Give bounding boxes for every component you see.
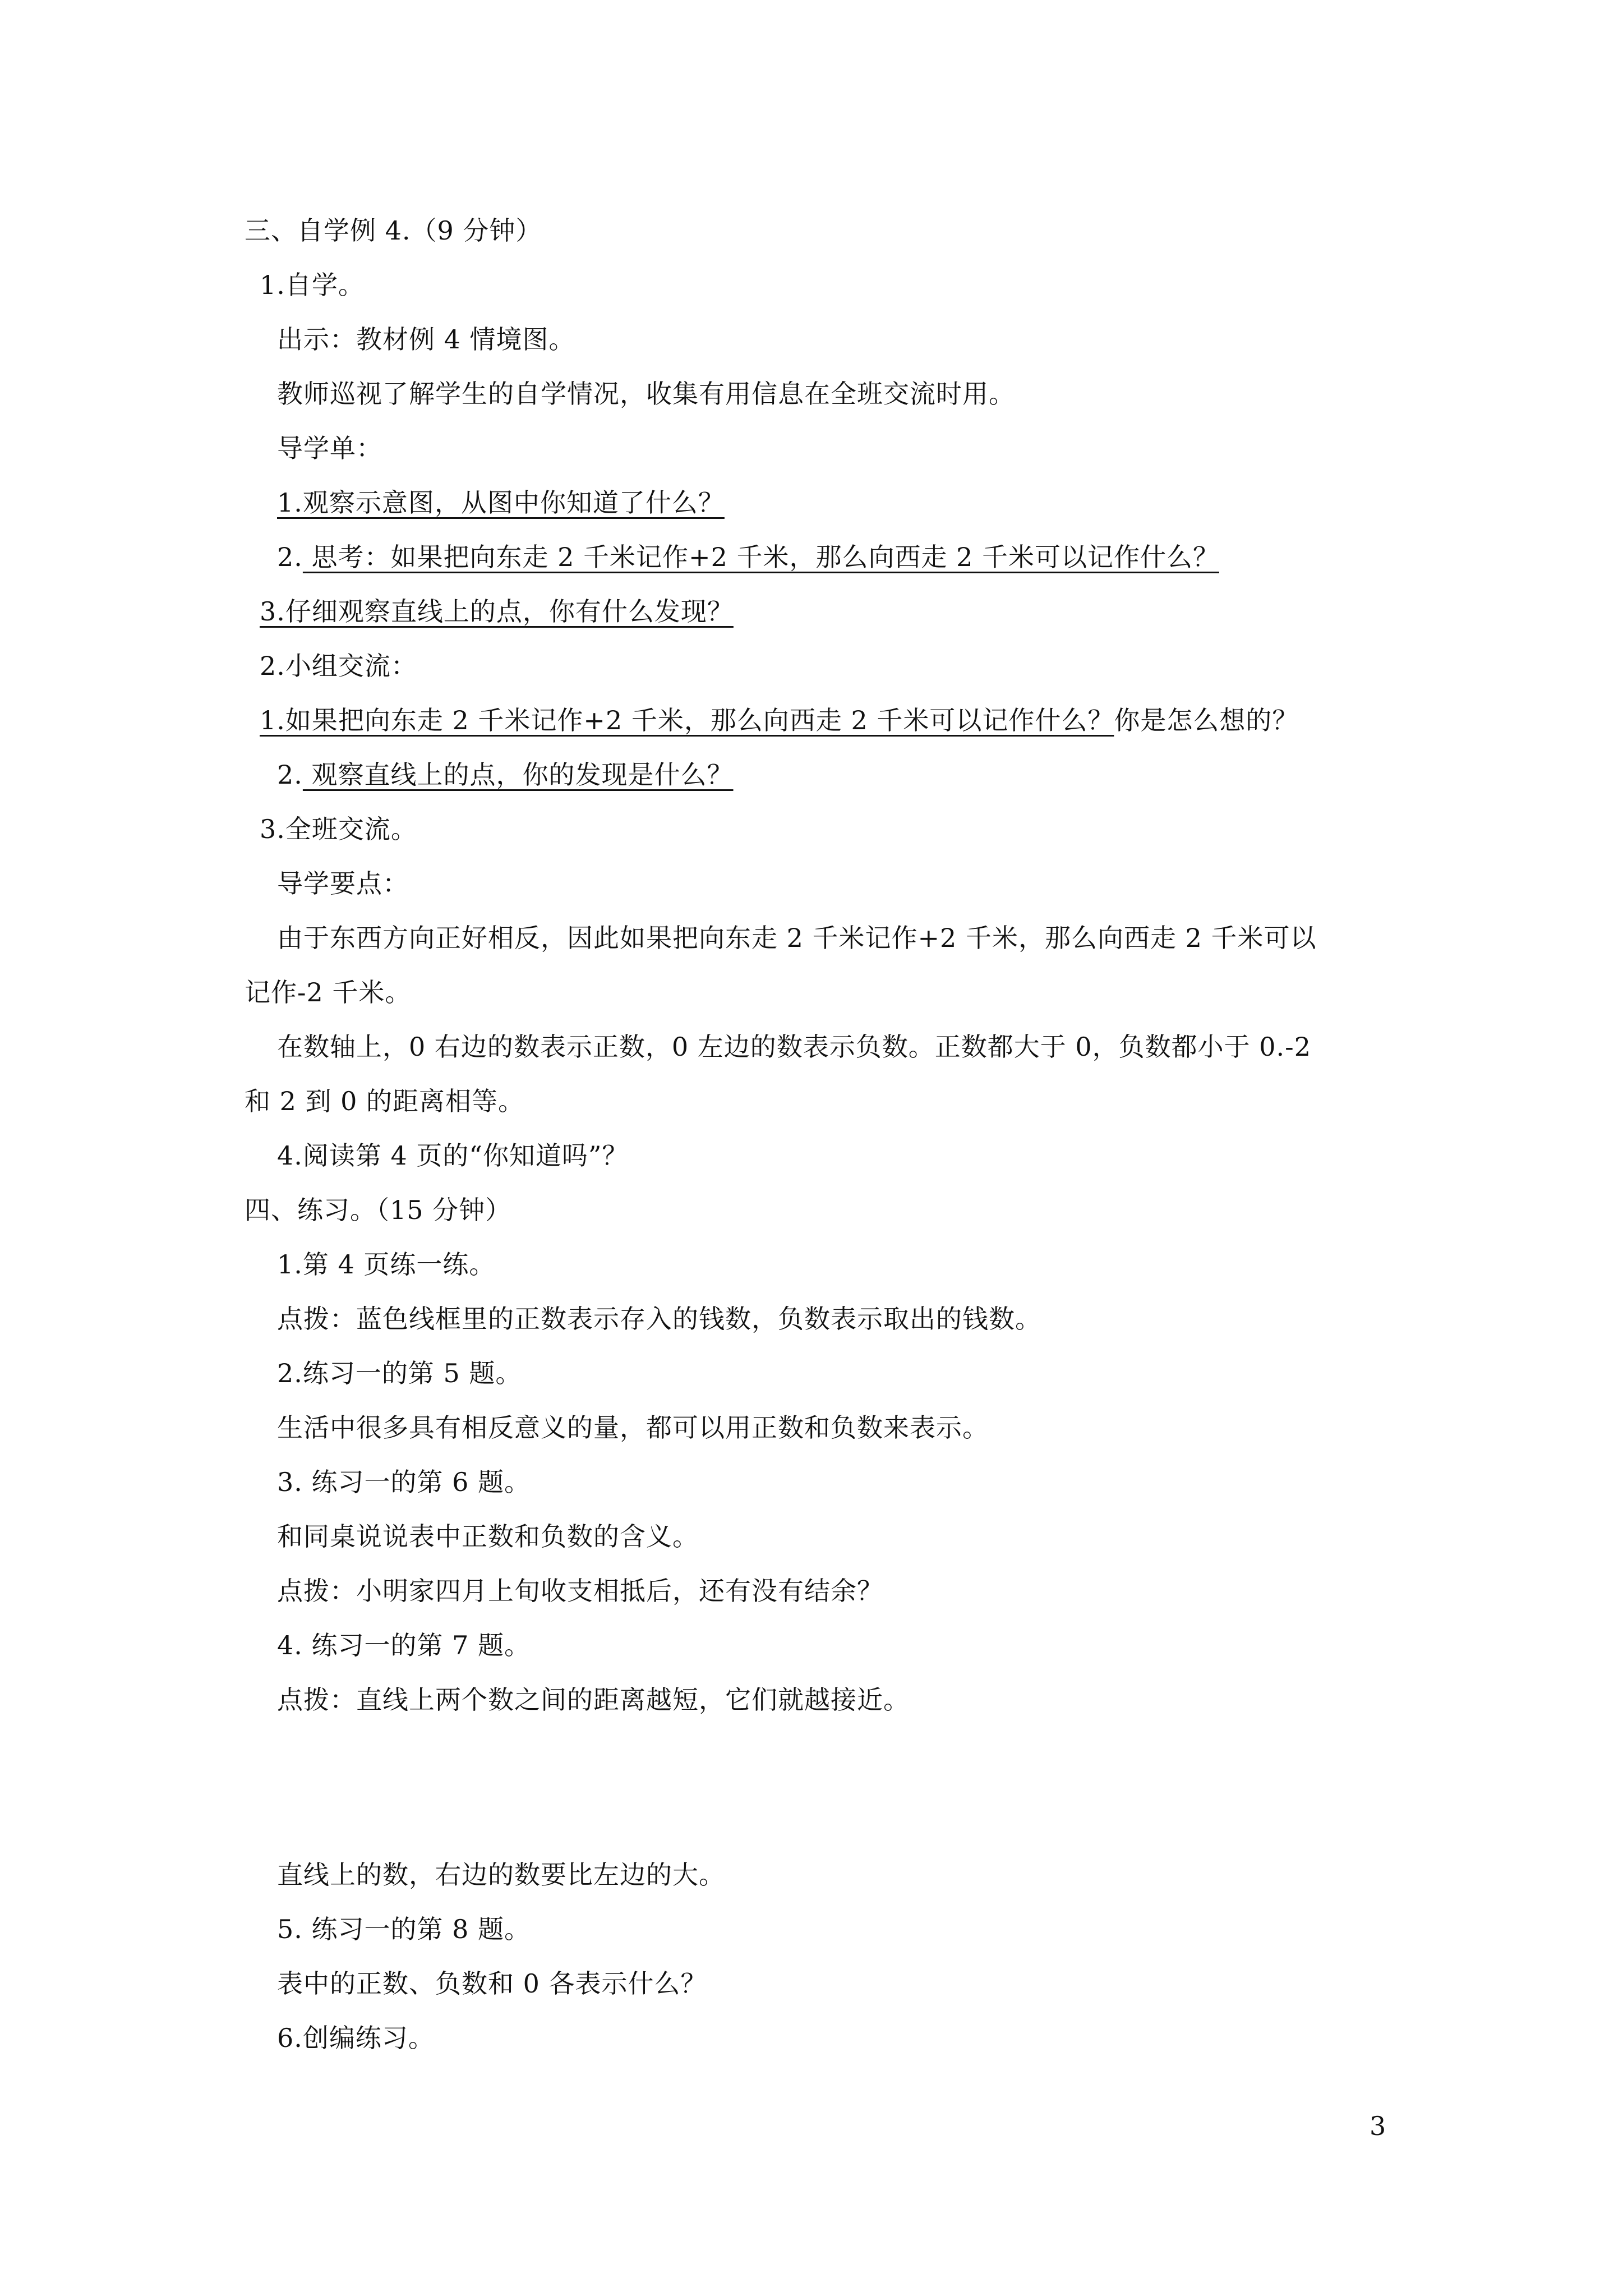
guide-question-3-text: 3.仔细观察直线上的点，你有什么发现？ xyxy=(260,596,734,627)
show-line: 出示：教材例 4 情境图。 xyxy=(277,324,575,355)
key-points-label: 导学要点： xyxy=(277,868,409,899)
practice-4-note: 直线上的数，右边的数要比左边的大。 xyxy=(277,1860,725,1890)
key-point-1-line-1: 由于东西方向正好相反，因此如果把向东走 2 千米记作+2 千米，那么向西走 2 千米可以 xyxy=(277,923,1317,953)
guide-sheet-label: 导学单： xyxy=(277,433,382,463)
group-question-1-rest: 你是怎么想的？ xyxy=(1114,705,1299,735)
practice-3-hint: 点拨：小明家四月上旬收支相抵后，还有没有结余？ xyxy=(277,1576,883,1606)
guide-question-3 xyxy=(260,596,734,627)
group-question-2 xyxy=(277,759,734,790)
guide-question-2 xyxy=(277,541,1219,573)
page-number: 3 xyxy=(1370,2111,1386,2141)
practice-3: 3. 练习一的第 6 题。 xyxy=(277,1467,531,1497)
practice-5-note: 表中的正数、负数和 0 各表示什么？ xyxy=(277,1968,707,1999)
practice-2-note: 生活中很多具有相反意义的量，都可以用正数和负数来表示。 xyxy=(277,1412,989,1443)
group-discussion-item: 2.小组交流： xyxy=(260,651,417,681)
guide-question-2-text: 思考：如果把向东走 2 千米记作+2 千米，那么向西走 2 千米可以记作什么？ xyxy=(302,542,1219,572)
reading-item: 4.阅读第 4 页的“你知道吗”？ xyxy=(277,1140,629,1171)
practice-5: 5. 练习一的第 8 题。 xyxy=(277,1914,531,1944)
key-point-2-line-2: 和 2 到 0 的距离相等。 xyxy=(245,1086,525,1116)
practice-4-hint: 点拨：直线上两个数之间的距离越短，它们就越接近。 xyxy=(277,1685,910,1715)
section-3-heading: 三、自学例 4.（9 分钟） xyxy=(245,215,542,246)
practice-2: 2.练习一的第 5 题。 xyxy=(277,1358,522,1388)
group-question-1 xyxy=(260,705,1298,736)
teacher-line: 教师巡视了解学生的自学情况，收集有用信息在全班交流时用。 xyxy=(277,379,1015,409)
key-point-1-line-2: 记作-2 千米。 xyxy=(245,977,412,1007)
guide-question-1 xyxy=(277,487,725,518)
practice-6: 6.创编练习。 xyxy=(277,2023,435,2053)
section-4-heading: 四、练习。（15 分钟） xyxy=(245,1195,512,1225)
practice-4: 4. 练习一的第 7 题。 xyxy=(277,1630,531,1660)
guide-question-1-text: 1.观察示意图，从图中你知道了什么？ xyxy=(277,487,725,518)
guide-question-2-number: 2. xyxy=(277,542,303,572)
group-question-1-underlined: 1.如果把向东走 2 千米记作+2 千米，那么向西走 2 千米可以记作什么？ xyxy=(260,705,1114,735)
practice-1-hint: 点拨：蓝色线框里的正数表示存入的钱数，负数表示取出的钱数。 xyxy=(277,1304,1041,1334)
practice-3-note: 和同桌说说表中正数和负数的含义。 xyxy=(277,1521,699,1552)
group-question-2-text: 观察直线上的点，你的发现是什么？ xyxy=(302,760,734,790)
key-point-2-line-1: 在数轴上，0 右边的数表示正数，0 左边的数表示负数。正数都大于 0，负数都小于 0.-2 xyxy=(277,1032,1311,1062)
practice-1: 1.第 4 页练一练。 xyxy=(277,1249,496,1280)
group-question-2-number: 2. xyxy=(277,760,303,790)
class-discussion-item: 3.全班交流。 xyxy=(260,814,417,844)
self-study-item: 1.自学。 xyxy=(260,270,365,300)
